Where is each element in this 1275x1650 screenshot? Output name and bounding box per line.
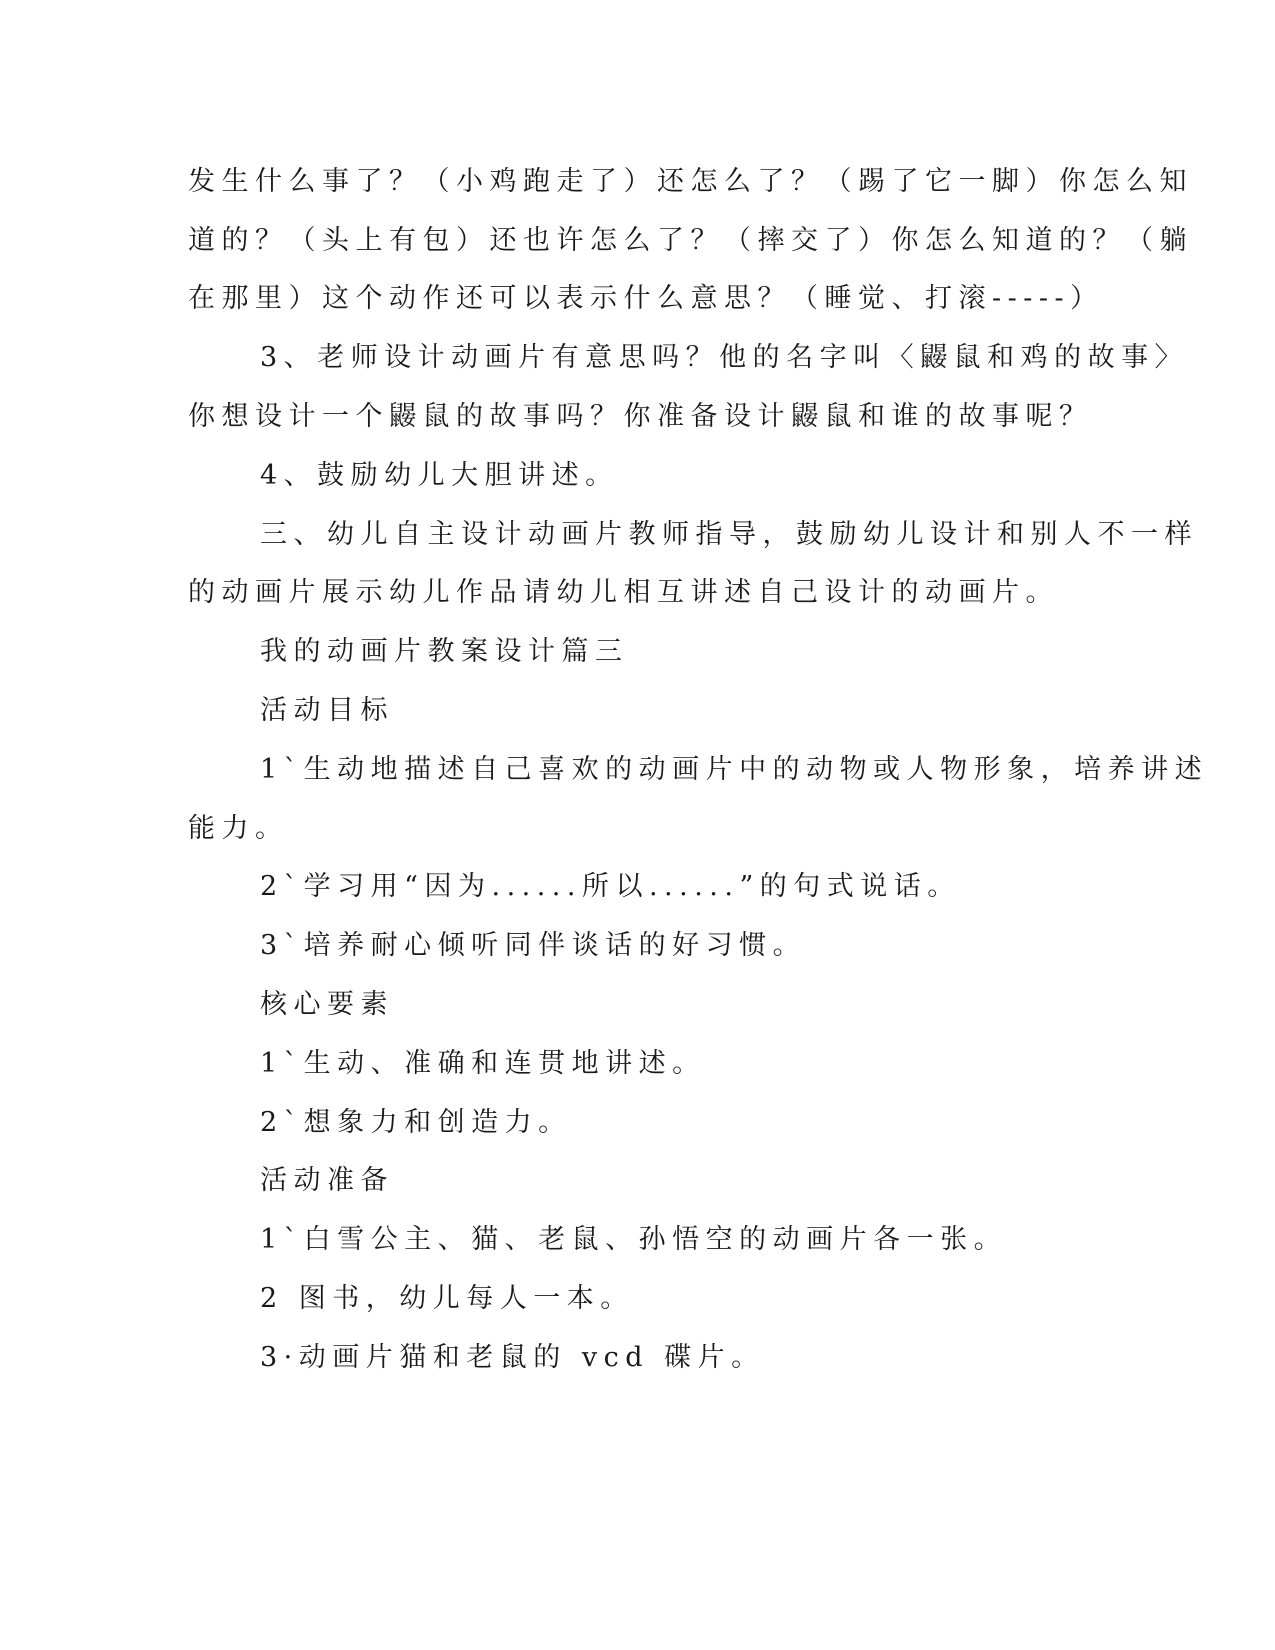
- paragraph-line: 的动画片展示幼儿作品请幼儿相互讲述自己设计的动画片。: [188, 577, 1059, 608]
- goals-heading: 活动目标: [260, 695, 394, 726]
- paragraph-line: 在那里）这个动作还可以表示什么意思？（睡觉、打滚-----）: [188, 283, 1104, 314]
- paragraph-line: 3、老师设计动画片有意思吗？他的名字叫〈鼹鼠和鸡的故事〉: [260, 342, 1189, 373]
- paragraph-line: 你想设计一个鼹鼠的故事吗？你准备设计鼹鼠和谁的故事呢？: [188, 401, 1093, 432]
- paragraph-line: 发生什么事了？（小鸡跑走了）还怎么了？（踢了它一脚）你怎么知: [188, 166, 1193, 197]
- paragraph-line: 三、幼儿自主设计动画片教师指导，鼓励幼儿设计和别人不一样: [260, 519, 1198, 550]
- section-title: 我的动画片教案设计篇三: [260, 636, 629, 667]
- goal-item: 1`生动地描述自己喜欢的动画片中的动物或人物形象，培养讲述: [260, 754, 1209, 785]
- prep-item: 1`白雪公主、猫、老鼠、孙悟空的动画片各一张。: [260, 1224, 1008, 1255]
- core-item: 2`想象力和创造力。: [260, 1107, 572, 1138]
- goal-item: 3`培养耐心倾听同伴谈话的好习惯。: [260, 930, 807, 961]
- core-heading: 核心要素: [260, 989, 394, 1020]
- paragraph-line: 道的？（头上有包）还也许怎么了？（摔交了）你怎么知道的？（躺: [188, 225, 1193, 256]
- paragraph-line: 4、鼓励幼儿大胆讲述。: [260, 460, 619, 491]
- prep-heading: 活动准备: [260, 1165, 394, 1196]
- prep-item: 2 图书，幼儿每人一本。: [260, 1283, 634, 1314]
- prep-item: 3·动画片猫和老鼠的 vcd 碟片。: [260, 1342, 765, 1373]
- goal-item: 2`学习用“因为......所以......”的句式说话。: [260, 871, 961, 902]
- goal-item: 能力。: [188, 813, 289, 844]
- core-item: 1`生动、准确和连贯地讲述。: [260, 1048, 706, 1079]
